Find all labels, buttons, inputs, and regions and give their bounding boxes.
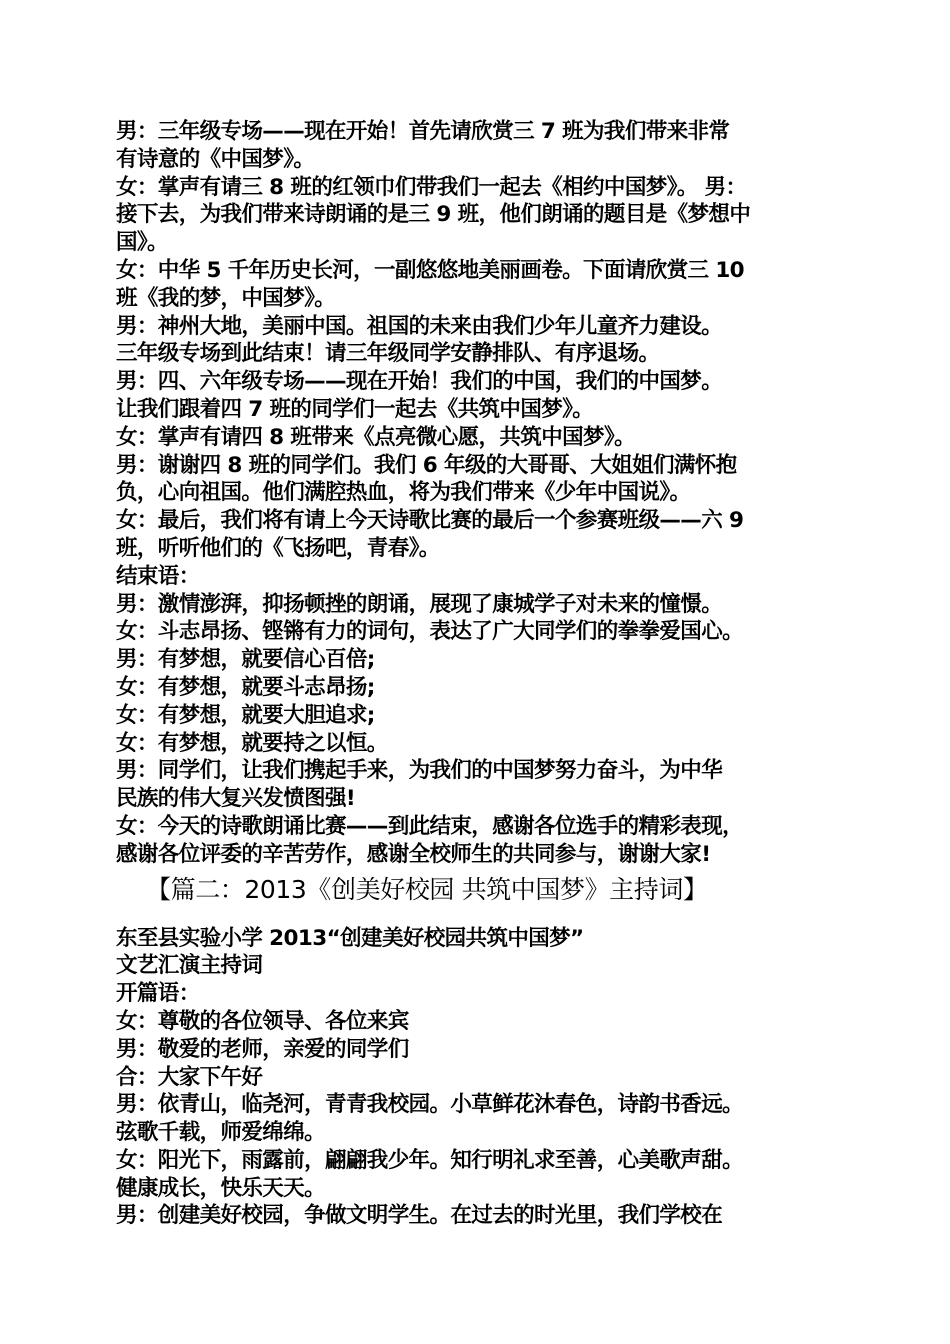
text-line: 健康成长，快乐天天。 <box>116 1175 326 1201</box>
text-line: 女：尊敬的各位领导、各位来宾 <box>116 1008 409 1034</box>
text-line: 东至县实验小学 2013“创建美好校园共筑中国梦” <box>116 925 584 951</box>
text-line: 女：有梦想，就要大胆追求; <box>116 702 375 728</box>
text-line: 让我们跟着四 7 班的同学们一起去《共筑中国梦》。 <box>116 396 594 422</box>
text-line: 感谢各位评委的辛苦劳作，感谢全校师生的共同参与，谢谢大家! <box>116 841 711 867</box>
text-line: 女：掌声有请四 8 班带来《点亮微心愿，共筑中国梦》。 <box>116 424 635 450</box>
text-line: 女：有梦想，就要持之以恒。 <box>116 730 388 756</box>
script-part-one <box>116 118 836 869</box>
text-line: 女：中华 5 千年历史长河，一副悠悠地美丽画卷。下面请欣赏三 10 <box>116 257 745 283</box>
text-line: 开篇语： <box>116 981 200 1007</box>
text-line: 文艺汇演主持词 <box>116 953 263 979</box>
text-line: 男：同学们，让我们携起手来，为我们的中国梦努力奋斗，为中华 <box>116 758 723 784</box>
section-heading: 【篇二：2013《创美好校园 共筑中国梦》主持词】 <box>146 874 708 904</box>
text-line: 女：斗志昂扬、铿锵有力的词句，表达了广大同学们的拳拳爱国心。 <box>116 619 744 645</box>
text-line: 合：大家下午好 <box>116 1064 263 1090</box>
text-line: 男：创建美好校园，争做文明学生。在过去的时光里，我们学校在 <box>116 1203 723 1229</box>
text-line: 女：阳光下，雨露前，翩翩我少年。知行明礼求至善，心美歌声甜。 <box>116 1147 744 1173</box>
text-line: 男：神州大地，美丽中国。祖国的未来由我们少年儿童齐力建设。 <box>116 313 723 339</box>
text-line: 女：掌声有请三 8 班的红领巾们带我们一起去《相约中国梦》。 男： <box>116 174 747 200</box>
text-line: 男：四、六年级专场——现在开始！我们的中国，我们的中国梦。 <box>116 369 723 395</box>
text-line: 民族的伟大复兴发愤图强! <box>116 786 356 812</box>
text-line: 男：激情澎湃，抑扬顿挫的朗诵，展现了康城学子对未来的憧憬。 <box>116 591 723 617</box>
text-line: 男：依青山，临尧河，青青我校园。小草鲜花沐春色，诗韵书香远。 <box>116 1092 744 1118</box>
text-line: 男：敬爱的老师，亲爱的同学们 <box>116 1036 409 1062</box>
script-part-two <box>116 925 836 1231</box>
text-line: 接下去，为我们带来诗朗诵的是三 9 班，他们朗诵的题目是《梦想中 <box>116 202 751 228</box>
text-line: 男：谢谢四 8 班的同学们。我们 6 年级的大哥哥、大姐姐们满怀抱 <box>116 452 737 478</box>
text-line: 负，心向祖国。他们满腔热血，将为我们带来《少年中国说》。 <box>116 480 691 506</box>
text-line: 女：最后，我们将有请上今天诗歌比赛的最后一个参赛班级——六 9 <box>116 508 744 534</box>
text-line: 弦歌千载，师爱绵绵。 <box>116 1120 326 1146</box>
document-body <box>116 118 836 1230</box>
text-line: 班《我的梦，中国梦》。 <box>116 285 336 311</box>
text-line: 男：有梦想，就要信心百倍; <box>116 647 375 673</box>
text-line: 班，听听他们的《飞扬吧，青春》。 <box>116 535 440 561</box>
text-line: 有诗意的《中国梦》。 <box>116 146 315 172</box>
text-line: 男：三年级专场——现在开始！首先请欣赏三 7 班为我们带来非常 <box>116 119 730 144</box>
text-line: 结束语： <box>116 563 200 589</box>
text-line: 女：今天的诗歌朗诵比赛——到此结束，感谢各位选手的精彩表现， <box>116 813 744 839</box>
text-line: 三年级专场到此结束！请三年级同学安静排队、有序退场。 <box>116 341 660 367</box>
text-line: 女：有梦想，就要斗志昂扬; <box>116 674 375 700</box>
text-line: 国》。 <box>116 230 168 256</box>
